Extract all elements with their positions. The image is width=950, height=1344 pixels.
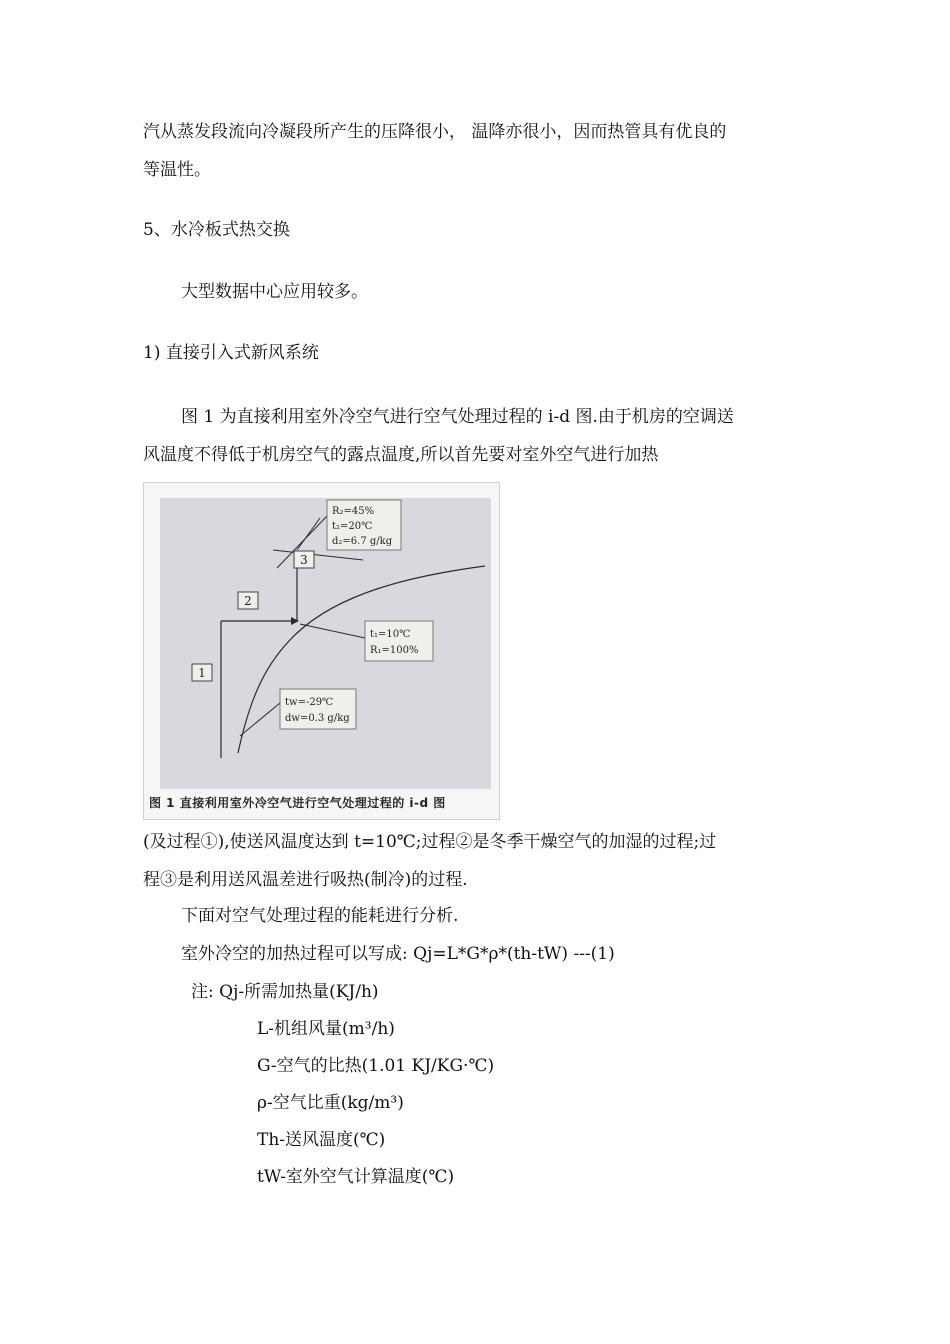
- mid-lead: [300, 624, 365, 638]
- figure-caption: 图 1 直接利用室外冷空气进行空气处理过程的 i-d 图: [149, 796, 446, 810]
- annotation-mid-line1: t₁=10℃: [370, 629, 411, 640]
- paragraph-line: 程③是利用送风温差进行吸热(制冷)的过程.: [143, 870, 468, 890]
- note-line: ρ-空气比重(kg/m³): [257, 1093, 404, 1113]
- paragraph-line: (及过程①),使送风温度达到 t=10℃;过程②是冬季干燥空气的加湿的过程;过: [143, 832, 717, 852]
- paragraph-line: 汽从蒸发段流向冷凝段所产生的压降很小， 温降亦很小，因而热管具有优良的: [143, 122, 727, 142]
- note-line: 注: Qj-所需加热量(KJ/h): [191, 982, 379, 1002]
- process-2-arrowhead: [291, 617, 299, 625]
- formula-line: 室外冷空的加热过程可以写成: Qj=L*G*ρ*(th-tW) ---(1): [181, 944, 615, 964]
- process-3-lead: [297, 518, 320, 550]
- section-heading: 5、水冷板式热交换: [143, 220, 290, 240]
- annotation-top-line3: d₂=6.7 g/kg: [332, 536, 393, 547]
- saturation-curve: [238, 566, 485, 753]
- annotation-top-line2: t₂=20℃: [332, 521, 373, 532]
- paragraph-line: 风温度不得低于机房空气的露点温度,所以首先要对室外空气进行加热: [143, 445, 659, 465]
- annotation-bot-line1: tw=-29℃: [285, 697, 334, 708]
- annotation-bot-line2: dw=0.3 g/kg: [285, 713, 350, 724]
- figure-id-diagram: [143, 482, 500, 820]
- paragraph-line: 下面对空气处理过程的能耗进行分析.: [181, 906, 459, 926]
- annotation-mid-line2: R₁=100%: [370, 645, 419, 656]
- step-3-label: 3: [300, 553, 308, 567]
- diagram-plot: [160, 498, 491, 789]
- diagram-svg: [160, 498, 491, 789]
- step-2-label: 2: [244, 594, 252, 608]
- note-line: L-机组风量(m³/h): [257, 1019, 395, 1039]
- step-1-label: 1: [198, 666, 206, 680]
- note-line: Th-送风温度(℃): [257, 1130, 386, 1150]
- note-line: tW-室外空气计算温度(℃): [257, 1167, 455, 1187]
- note-line: G-空气的比热(1.01 KJ/KG·℃): [257, 1056, 495, 1076]
- paragraph-line: 大型数据中心应用较多。: [181, 282, 368, 302]
- paragraph-line: 等温性。: [143, 160, 211, 180]
- paragraph-line: 图 1 为直接利用室外冷空气进行空气处理过程的 i-d 图.由于机房的空调送: [181, 407, 734, 427]
- sub-heading: 1) 直接引入式新风系统: [143, 343, 319, 363]
- annotation-top-line1: R₂=45%: [332, 506, 375, 517]
